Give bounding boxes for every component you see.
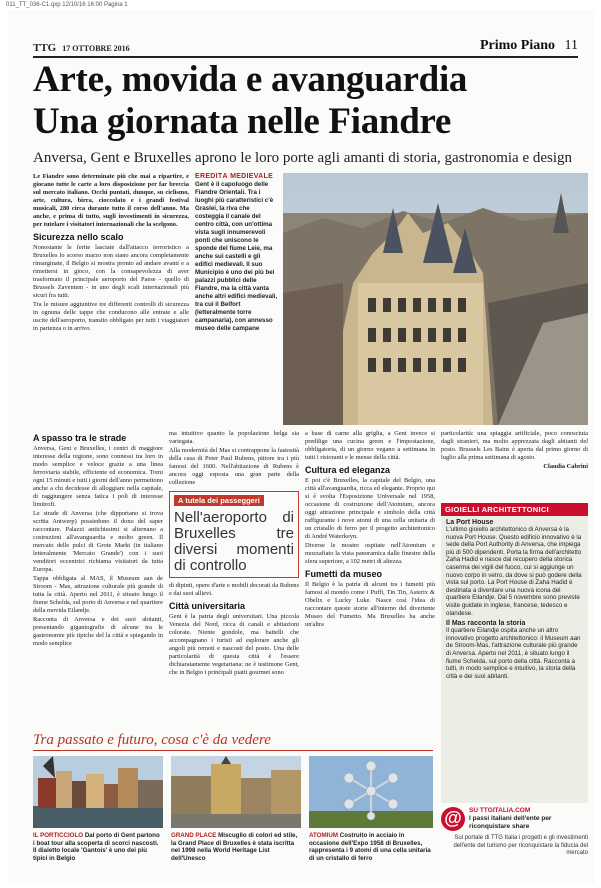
article-column-lower-2 [169, 430, 299, 730]
paragraph-sicurezza-2: Tra le misure aggiuntive tre differenti controlli di sicurezza in ognuna delle tappe che conducono alle entrate e alle uscite dell'aeroporto, transito obbligato per tutti i viaggiatori in partenza o in arrivo. [33, 301, 189, 332]
callout-tutela [169, 491, 299, 578]
paragraph-cultura-2: Diverse le mostre ospitate nell'Atomium e mozzafiato la vista panoramica dalle finestre della sfera superiore, a 102 metri di altezza. [305, 542, 435, 565]
box-section-2-text: Il quartiere Eilandje ospita anche un altro innovativo progetto architettonico: il Museum aan de Stroom-Mas, l'attrazione culturale più grande di Anversa. Aperto nel 2011, è situato lungo il fiume Schelda, sul porto della città. Racconta a tutti, in modo semplice e intuitivo, la storia della città e dei suoi abitanti. [446, 627, 581, 680]
paragraph-spasso-4: Racconta di Anversa e dei suoi abitanti, presentando gigantografie di alcune tra le gastronomie più tipiche del la città e spiegando in modo semplice [33, 616, 163, 647]
gent-city-illustration [283, 173, 588, 425]
box-section-1-title: La Port House [446, 519, 494, 526]
subhead-cultura: Cultura ed eleganza [305, 465, 391, 475]
ttg-link-box[interactable] [441, 807, 588, 867]
newspaper-page [8, 10, 595, 884]
photo-grand-place [171, 756, 301, 828]
page-number: 11 [564, 38, 578, 53]
box-section-1-text: L'ultimo gioiello architettonico di Anversa è la nuova Port House. Questo edificio innovativo è la sede della Port Authority di Anversa, che impiega più di 500 dipendenti. Porta la firma dell'architetto Zaha Hadid e nasce dal recupero della storica caserma dei vigili del fuoco, cui si aggiunge un nuovo corpo in vetro, da dove si può godere della vista sul porto. La Port House di Zaha Hadid è destinata a diventare una nuova icona del quartiere Eilandje. Dal 5 novembre sono previste visite guidate in inglese, francese, tedesco e olandese. [446, 526, 582, 617]
ttg-link-headline: I passi italiani dell'ente per riconquistare share [469, 815, 552, 830]
masthead: TTG [33, 42, 57, 54]
subhead-sicurezza: Sicurezza nello scalo [33, 232, 124, 242]
porticciolo-illustration [33, 756, 163, 828]
caption-text: Dal porto di Gent partono i boat tour alla scoperta di scorci nascosti. Il dialetto locale 'Gantois' è uno dei più tipici in Belgio [33, 832, 160, 862]
paragraph-universitaria: Gent è la patria degli universitari. Una piccola Venezia del Nord, ricca di canali e abitazioni colorate. Niente gondole, ma battelli che accompagnano i turisti ad esplorare anche gli angoli più remoti e nascosti del posto. Una delle particolarità di questa città è l'essere dichiaratamente vegetariana: ne è testimone Gent, che in Belgio i principali piatti gourmet sono [169, 613, 299, 676]
caption-kicker: IL PORTICCIOLO [33, 832, 84, 839]
strip-rule [33, 750, 433, 751]
photo-porticciolo [33, 756, 163, 828]
sidebar-kicker: EREDITÀ MEDIEVALE [195, 173, 274, 180]
subhead-spasso: A spasso tra le strade [33, 433, 127, 443]
section-title: Primo Piano [479, 38, 556, 53]
sidebar-eredita-medievale [195, 173, 279, 425]
file-info-bar: 011_TT_036-C1.qxp 12/10/16 16:00 Pagina 1 [6, 2, 128, 8]
callout-text: Nell'aeroporto di Bruxelles tre diversi momenti di controllo [174, 509, 294, 574]
subhead-fumetti: Fumetti da museo [305, 569, 383, 579]
header-rule [33, 56, 578, 58]
box-body [441, 516, 588, 683]
caption-atomium [309, 832, 433, 862]
page-header-right [408, 38, 578, 54]
box-section-2-title: Il Mas racconta la storia [446, 620, 526, 628]
paragraph-spasso-1: Anversa, Gent e Bruxelles, i centri di maggiore interesse della regione, sono connessi tra loro in modo semplice e veloce grazie a una linea ferroviaria stabile, efficiente ed economica. Treni ogni 15 minuti e tutti i giorni dell'anno permettono anche a chi decidesse di alloggiare nella capitale, di raggiungere senza fatica i poli di interesse limitrofi. [33, 445, 163, 508]
photo-atomium [309, 756, 433, 828]
page-header-left [33, 42, 130, 54]
caption-text: Miscuglio di colori ed stile, la Grand Place di Bruxelles è stata iscritta nel 1998 nella World Heritage List dell'Unesco [171, 832, 298, 862]
caption-kicker: ATOMIUM [309, 832, 338, 839]
ttg-link-text [469, 807, 587, 831]
ttg-link-url[interactable]: SU TTGITALIA.COM [469, 807, 531, 814]
grand-place-illustration [171, 756, 301, 828]
caption-text: Costruito in acciaio in occasione dell'Expo 1958 di Bruxelles, rappresenta i 9 atomi di una cella unitaria di un cristallo di ferro [309, 832, 431, 862]
paragraph-sicurezza-1: Nonostante le ferite lasciate dall'attacco terroristico a Bruxelles lo scorso marzo non siano ancora completamente rimarginate, il Belgio si mostra pronto ad andare avanti e a rimettersi in gioco, con la consapevolezza di aver trasformato il principale aeroporto del Paese - quello di Brussels Zaventem - in uno degli scali internazionali più sicuri fra tutti. [33, 244, 189, 299]
subhead-universitaria: Città universitaria [169, 601, 246, 611]
callout-kicker: A tutela dei passeggeri [174, 495, 264, 506]
box-header: GIOIELLI ARCHITETTONICI [441, 503, 588, 516]
paragraph-col2-1: ma intuitivo quanto la popolazione belga sia variegata. [169, 430, 299, 445]
article-column-lower-4 [441, 430, 588, 500]
paragraph-col4: particolarità: una spiaggia artificiale, poco conosciuta dagli stranieri, ma molto apprezzata dagli abitanti del posto. Brussels Les Bains è aperta dal primo giorno di luglio alla prima settimana di agosto. [441, 430, 588, 461]
intro-paragraph: Le Fiandre sono determinate più che mai a ripartire, e giocano tutte le carte a loro disposizione per far breccia sul mercato italiano. Occhi puntati, dunque, su ciclismo, arte, cultura, birra, cioccolato e i grandi festival musicali, 280 circa durante tutto il corso dell'anno. Ma anche, e prima di tutto, sugli investimenti in sicurezza, per tutelare i visitatori internazionali che la scelgono. [33, 173, 189, 228]
paragraph-spasso-2: Le strade di Anversa (che dipportano si trova scritta Antwerp) possiedono il dono del saper raccontare. Palazzi antichissimi si alternano a costruzioni all'avanguardia e molto green. Il mercato delle pulci di Grote Markt (in italiano letteralmente 'Mercato Grande') con i suoi venditori eccentrici richiama visitatori da tutta Europa. [33, 510, 163, 573]
paragraph-fumetti: Il Belgio è la patria di alcuni tra i fumetti più famosi al mondo come i Puffi, Tin Tin, Asterix & Obelix e Lucky Luke. Nasce così l'idea di raccontare queste storie all'interno del divertente Museo del Fumetto. Ma Bruxelles ha anche un'altra [305, 581, 435, 628]
paragraph-col2-2: Alla modernità del Mas si contrappone la fastosità della casa di Peter Paul Rubens, pittore tra i più famosi del 1600. Nell'abitazione di Rubens è ancora oggi esposta una gran parte della collezione [169, 447, 299, 486]
box-gioielli-architettonici [441, 503, 588, 803]
issue-date: 17 OTTOBRE 2016 [62, 44, 130, 53]
subheadline: Anversa, Gent e Bruxelles aprono le loro porte agli amanti di storia, gastronomia e design [33, 150, 573, 166]
sidebar-text: Gent è il capoluogo delle Fiandre Orientali. Tra i luoghi più caratteristici c'è Graslei, la riva che costeggia il canale del centro città, con un'ottima vista sugli innumerevoli ponti che uniscono le sponde del fiume Leie, ma anche sui castelli e gli edifici medievali. Il suo Municipio è uno dei più bei palazzi pubblici delle Fiandre, ma la città vanta anche altri edifici medievali, tra cui il Belfort (letteralmente torre campanaria), con annesso museo delle campane [195, 181, 278, 332]
paragraph-col2-3: di dipinti, opere d'arte e mobili decorati da Rubens e dai suoi allievi. [169, 582, 299, 597]
ttg-link-description: Sul portale di TTG Italia i progetti e gli investimenti dell'ente del turismo per riconquistare la fiducia del mercato [453, 835, 588, 856]
article-column-lower-1 [33, 430, 163, 730]
headline-line2: Una giornata nelle Fiandre [33, 101, 452, 142]
strip-title: Tra passato e futuro, cosa c'è da vedere [33, 732, 271, 748]
caption-kicker: GRAND PLACE [171, 832, 217, 839]
caption-porticciolo [33, 832, 163, 862]
paragraph-col3-1: a base di carne alla griglia, a Gent invece si predilige una cucina green e l'impostazione, obbligatoria, di un giorno vegano a settimana in tutti i ristoranti e le mense della città. [305, 430, 435, 461]
at-sign-icon: @ [441, 807, 465, 831]
atomium-illustration [309, 756, 433, 828]
paragraph-cultura-1: E poi c'è Bruxelles, la capitale del Belgio, una città all'avanguardia, ricca ed elegante. Proprio qui si è svolta l'Esposizione Universale nel 1958, occasione di costruzione dell'Atomium, ancora oggi attrazione principale e simbolo della città raffigurante i nove atomi di una cella unitaria di un cristallo di ferro per il progetto architettonico di André Waterkeyn. [305, 477, 435, 540]
author-signature: Claudia Cabrini [543, 463, 588, 470]
article-column-1 [33, 173, 189, 425]
paragraph-spasso-3: Tappa obbligata al MAS, il Museum aan de Stroom - Mas, attrazione culturale più grande di tutta la città. Aperto nel 2011, è situato lungo il fiume Schelda, sul porto di Anversa e nel quartiere della movida Eilandje. [33, 575, 163, 614]
article-column-lower-3 [305, 430, 435, 730]
photo-gent-aerial [283, 173, 588, 425]
caption-grand-place [171, 832, 301, 862]
headline-line1: Arte, movida e avanguardia [33, 59, 468, 100]
